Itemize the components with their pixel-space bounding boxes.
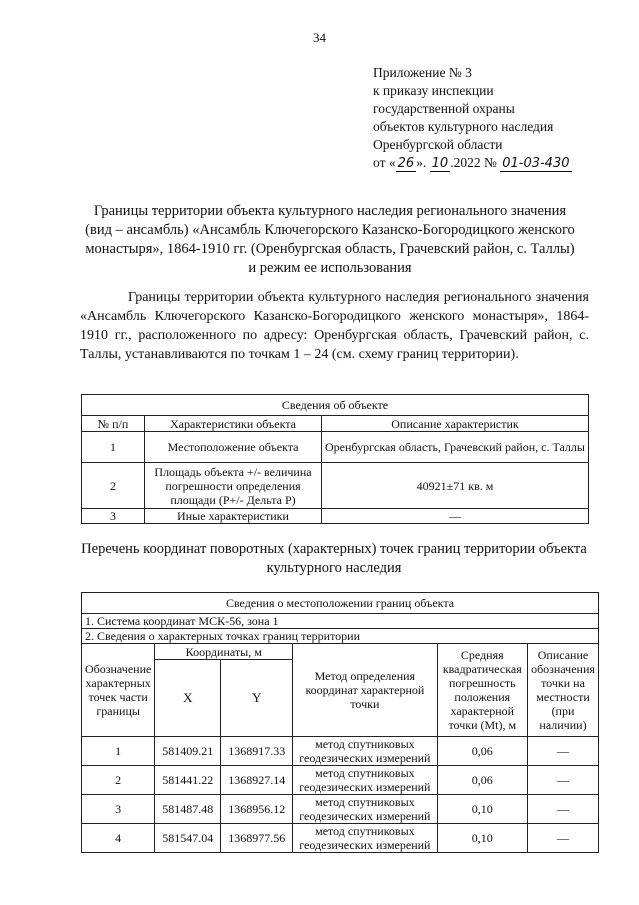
header-method: Метод определения координат характерной точки (293, 644, 437, 737)
table-row (82, 737, 599, 766)
object-info-table (81, 394, 589, 524)
row-name: Местоположение объекта (145, 432, 322, 463)
point-x: 581547.04 (155, 824, 221, 853)
point-id: 2 (82, 766, 155, 795)
date-day: 26 (397, 156, 415, 171)
point-x: 581441.22 (155, 766, 221, 795)
appendix-date-line (373, 154, 572, 173)
point-id: 3 (82, 795, 155, 824)
point-method: метод спутниковых геодезических измерений (293, 766, 437, 795)
coordinate-system: 1. Система координат МСК-56, зона 1 (82, 614, 599, 629)
date-year: .2022 № (450, 155, 497, 170)
table-row (82, 766, 599, 795)
point-x: 581409.21 (155, 737, 221, 766)
row-value: 40921±71 кв. м (322, 463, 589, 509)
point-description: — (527, 795, 598, 824)
coordinates-title: Перечень координат поворотных (характерных) точек границ территории объекта культурного наследия (81, 541, 587, 576)
point-description: — (527, 824, 598, 853)
row-num: 1 (82, 432, 145, 463)
table-row (82, 432, 589, 463)
header-coordinates: Координаты, м (155, 644, 293, 660)
header-y: Y (221, 660, 293, 737)
intro-paragraph: Границы территории объекта культурного наследия регионального значения «Ансамбль Ключегорского Казанско-Богородицкого женского монастыря», 1864-1910 гг., расположенного по адресу: Оренбургская область, Грачевский район, с. Таллы, устанавливаются по точкам 1 – 24 (см. схему границ территории). (80, 290, 589, 362)
document-title: Границы территории объекта культурного наследия регионального значения (вид – ансамбль) «Ансамбль Ключегорского Казанско-Богородицкого женского монастыря», 1864-1910 гг. (Оренбургская область, Грачевский район, с. Таллы) и режим ее использования (85, 203, 575, 276)
point-y: 1368927.14 (221, 766, 293, 795)
header-error: Средняя квадратическая погрешность положения характерной точки (Mt), м (437, 644, 527, 737)
points-caption: 2. Сведения о характерных точках границ территории (82, 629, 599, 644)
row-name: Иные характеристики (145, 509, 322, 524)
appendix-line: объектов культурного наследия (373, 119, 554, 134)
appendix-block (373, 64, 572, 173)
header-designation: Обозначение характерных точек части границы (82, 644, 155, 737)
point-method: метод спутниковых геодезических измерений (293, 824, 437, 853)
row-name: Площадь объекта +/- величина погрешности определения площади (Р+/- Дельта Р) (145, 463, 322, 509)
table-row (82, 509, 589, 524)
date-month: 10 (431, 156, 449, 171)
appendix-line: Приложение № 3 (373, 65, 472, 80)
header-characteristic: Характеристики объекта (145, 416, 322, 432)
table-row (82, 824, 599, 853)
point-method: метод спутниковых геодезических измерений (293, 795, 437, 824)
row-num: 3 (82, 509, 145, 524)
table-row (82, 463, 589, 509)
point-y: 1368917.33 (221, 737, 293, 766)
order-number: 01-03-430 (502, 156, 570, 171)
point-id: 1 (82, 737, 155, 766)
coordinates-table (81, 592, 599, 853)
point-error: 0,06 (437, 737, 527, 766)
point-description: — (527, 737, 598, 766)
row-num: 2 (82, 463, 145, 509)
point-y: 1368956.12 (221, 795, 293, 824)
appendix-line: к приказу инспекции (373, 83, 494, 98)
point-y: 1368977.56 (221, 824, 293, 853)
date-separator: ». (416, 155, 427, 170)
appendix-line: государственной охраны (373, 101, 515, 116)
point-error: 0,10 (437, 824, 527, 853)
point-error: 0,06 (437, 766, 527, 795)
appendix-line: Оренбургской области (373, 137, 503, 152)
coords-table-caption: Сведения о местоположении границ объекта (82, 593, 599, 614)
header-num: № п/п (82, 416, 145, 432)
point-description: — (527, 766, 598, 795)
object-table-caption: Сведения об объекте (82, 395, 589, 416)
header-description: Описание характеристик (322, 416, 589, 432)
row-value: — (322, 509, 589, 524)
header-point-description: Описание обозначения точки на местности (при наличии) (527, 644, 598, 737)
point-x: 581487.48 (155, 795, 221, 824)
point-error: 0,10 (437, 795, 527, 824)
header-x: X (155, 660, 221, 737)
point-id: 4 (82, 824, 155, 853)
point-method: метод спутниковых геодезических измерений (293, 737, 437, 766)
page-number: 34 (313, 30, 326, 45)
date-prefix: от « (373, 155, 396, 170)
table-row (82, 795, 599, 824)
row-value: Оренбургская область, Грачевский район, с. Таллы (322, 432, 589, 463)
